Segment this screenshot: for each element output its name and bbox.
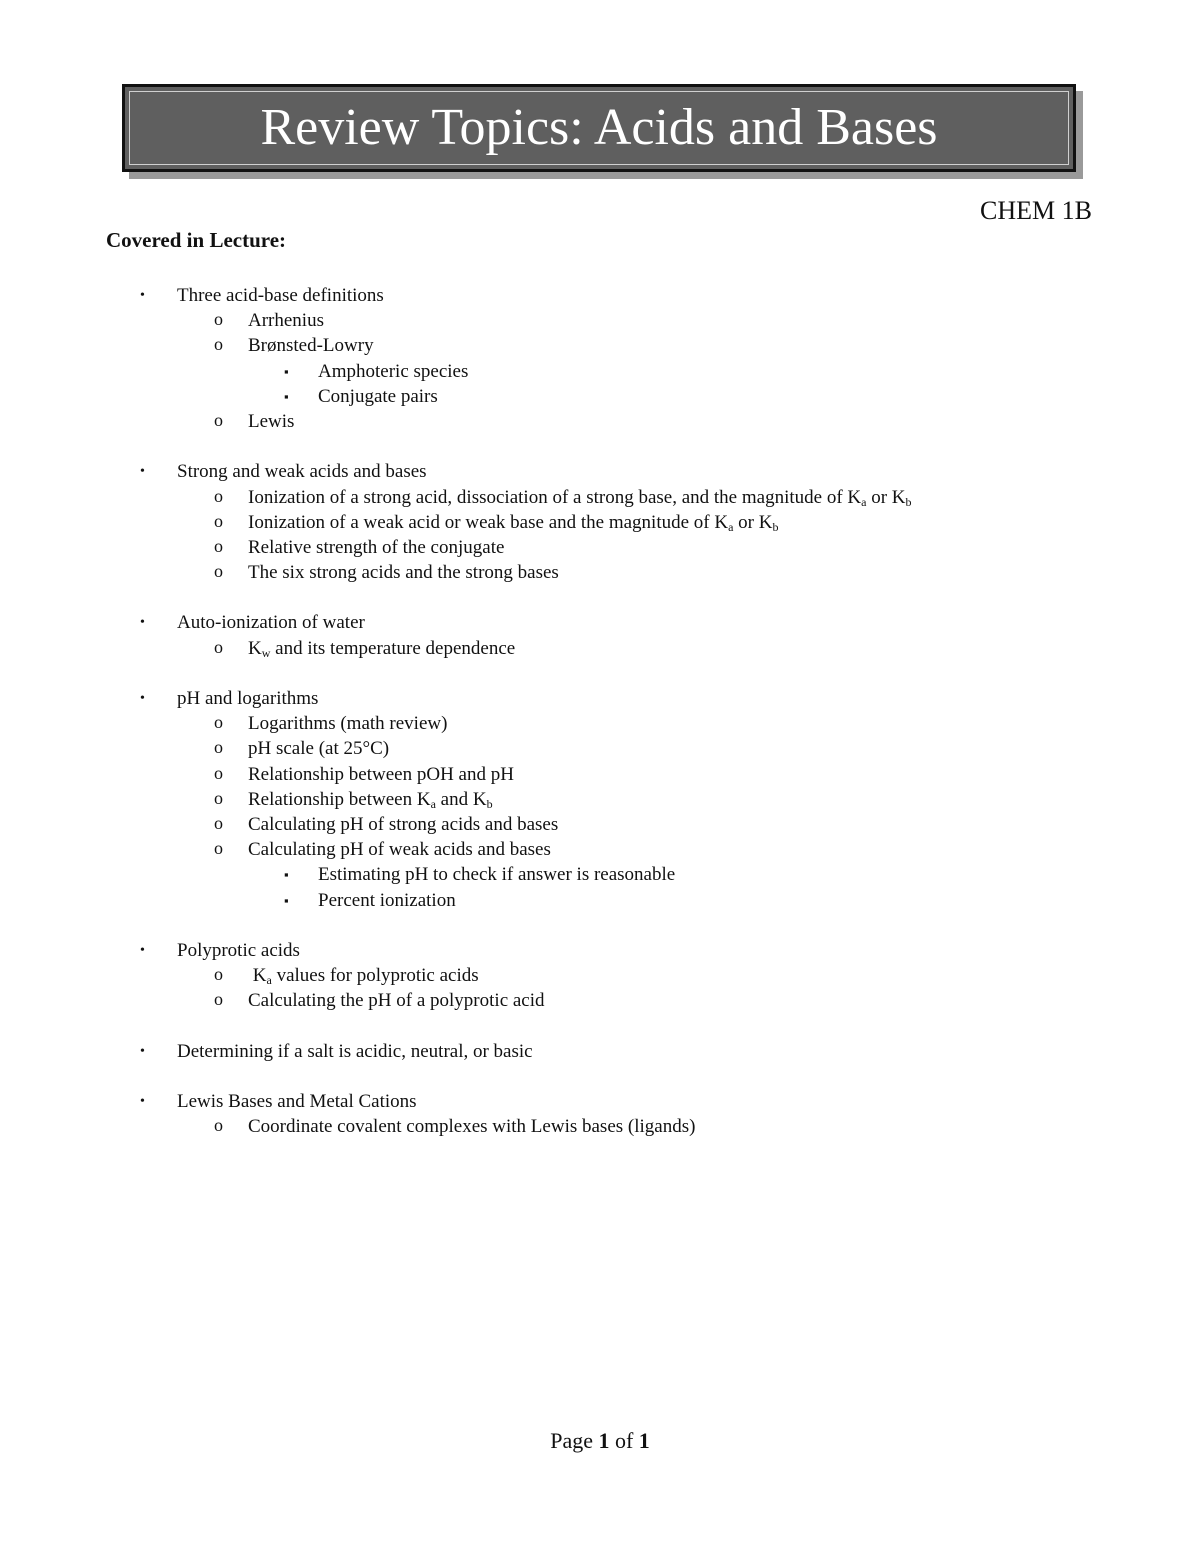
list-item	[0, 888, 1200, 913]
list-item	[0, 459, 1200, 484]
bullet-marker: o	[214, 309, 223, 330]
topic-text: Logarithms (math review)	[248, 713, 448, 735]
bullet-marker: o	[214, 535, 223, 556]
bullet-marker: o	[214, 812, 223, 833]
current-page-number: 1	[598, 1428, 610, 1453]
list-item	[0, 1089, 1200, 1114]
bullet-marker: •	[140, 1043, 145, 1059]
topic-text: Relationship between pOH and pH	[248, 763, 514, 785]
course-code: CHEM 1B	[980, 196, 1092, 225]
topic-text: Calculating the pH of a polyprotic acid	[248, 990, 545, 1012]
bullet-marker: o	[214, 636, 223, 657]
bullet-marker: o	[214, 334, 223, 355]
bullet-marker: ▪	[284, 892, 289, 908]
bullet-marker: o	[214, 838, 223, 859]
list-item	[0, 485, 1200, 510]
topic-text: Lewis	[248, 410, 295, 432]
list-item	[0, 636, 1200, 661]
topic-text: Ionization of a strong acid, dissociation of a strong base, and the magnitude of $K_a$ or $K_b$	[248, 486, 912, 509]
bullet-marker: o	[214, 964, 223, 985]
topic-text: pH and logarithms	[177, 688, 319, 709]
bullet-marker: o	[214, 737, 223, 758]
topic-text: Relative strength of the conjugate	[248, 536, 505, 558]
bullet-marker: •	[140, 288, 145, 303]
topic-text: Percent ionization	[318, 889, 456, 911]
bullet-marker: o	[214, 485, 223, 506]
bullet-marker: ▪	[284, 867, 289, 883]
bullet-marker: o	[214, 510, 223, 531]
bullet-marker: •	[140, 942, 145, 958]
bullet-marker: o	[214, 561, 223, 582]
title-banner	[122, 84, 1076, 172]
topic-text: Coordinate covalent complexes with Lewis bases (ligands)	[248, 1116, 696, 1138]
list-item	[0, 1114, 1200, 1139]
list-item	[0, 862, 1200, 887]
bullet-marker: •	[140, 691, 145, 706]
list-item	[0, 610, 1200, 635]
topic-text: Three acid-base definitions	[177, 285, 384, 306]
bullet-marker: o	[214, 1115, 223, 1136]
list-item	[0, 308, 1200, 333]
list-item	[0, 560, 1200, 585]
bullet-marker: •	[140, 464, 145, 480]
page-title: Review Topics: Acids and Bases	[260, 98, 938, 156]
list-item	[0, 812, 1200, 837]
topic-text: Brønsted-Lowry	[248, 335, 374, 357]
list-item	[0, 938, 1200, 963]
page-label: Page	[550, 1428, 599, 1453]
topic-text: Arrhenius	[248, 310, 324, 332]
section-heading: Covered in Lecture:	[106, 228, 287, 252]
topic-text: The six strong acids and the strong bases	[248, 562, 559, 584]
topic-text: Determining if a salt is acidic, neutral, or basic	[177, 1040, 533, 1062]
list-item	[0, 963, 1200, 988]
topic-text: Estimating pH to check if answer is reasonable	[318, 864, 676, 886]
topic-text: Conjugate pairs	[318, 385, 438, 407]
topic-text: Relationship between $K_a$ and $K_b$	[248, 788, 493, 811]
topic-text: Strong and weak acids and bases	[177, 461, 427, 483]
page-footer	[0, 1428, 1200, 1454]
list-item	[0, 510, 1200, 535]
bullet-marker: ▪	[284, 363, 289, 379]
list-item	[0, 535, 1200, 560]
bullet-marker: o	[214, 712, 223, 733]
topic-text: Auto-ionization of water	[177, 612, 365, 634]
list-item	[0, 762, 1200, 787]
bullet-marker: o	[214, 762, 223, 783]
bullet-marker: o	[214, 787, 223, 808]
list-item	[0, 1039, 1200, 1064]
topic-text: $K_w$ and its temperature dependence	[248, 637, 516, 660]
list-item	[0, 409, 1200, 434]
list-item	[0, 333, 1200, 358]
bullet-marker: •	[140, 615, 145, 631]
topic-outline	[0, 283, 1200, 1139]
list-item	[0, 988, 1200, 1013]
topic-text: Ionization of a weak acid or weak base and the magnitude of $K_a$ or $K_b$	[248, 511, 779, 534]
list-item	[0, 837, 1200, 862]
topic-text: Polyprotic acids	[177, 939, 300, 961]
topic-text: Amphoteric species	[318, 360, 469, 382]
topic-text: Calculating pH of strong acids and bases	[248, 813, 559, 835]
bullet-marker: o	[214, 989, 223, 1010]
topic-text: Calculating pH of weak acids and bases	[248, 839, 551, 861]
list-item	[0, 686, 1200, 711]
topic-text: Lewis Bases and Metal Cations	[177, 1091, 417, 1112]
bullet-marker: •	[140, 1094, 145, 1109]
total-page-count: 1	[638, 1428, 650, 1453]
list-item	[0, 787, 1200, 812]
list-item	[0, 711, 1200, 736]
bullet-marker: ▪	[284, 388, 289, 404]
bullet-marker: o	[214, 409, 223, 430]
of-label: of	[609, 1428, 639, 1453]
topic-text: $K_a$ values for polyprotic acids	[248, 965, 479, 988]
list-item	[0, 283, 1200, 308]
list-item	[0, 384, 1200, 409]
list-item	[0, 736, 1200, 761]
list-item	[0, 359, 1200, 384]
topic-text: pH scale (at 25°C)	[248, 738, 390, 760]
